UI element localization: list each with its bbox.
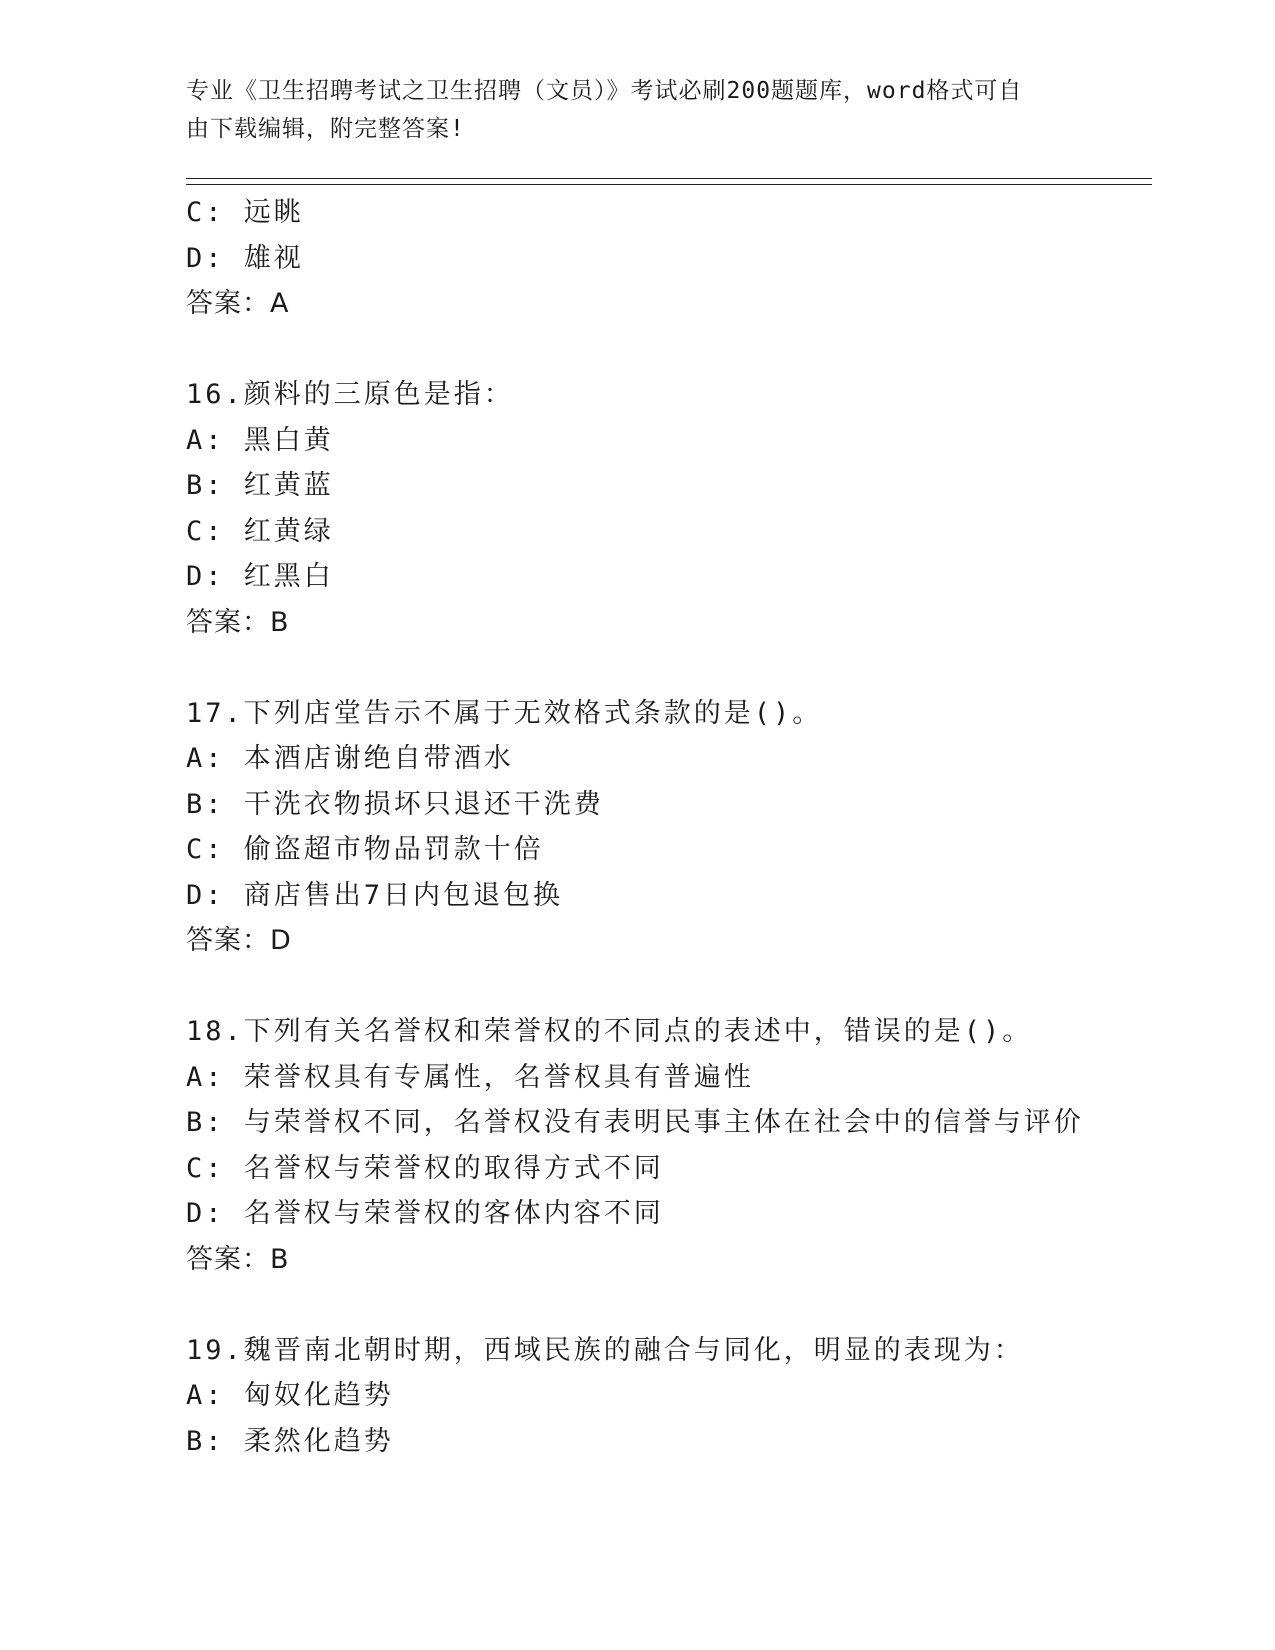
q17-question: 17.下列店堂告示不属于无效格式条款的是()。	[186, 697, 823, 729]
q19-question: 19.魏晋南北朝时期，西域民族的融合与同化，明显的表现为：	[186, 1334, 1024, 1366]
q18-question: 18.下列有关名誉权和荣誉权的不同点的表述中，错误的是()。	[186, 1016, 1033, 1047]
q17-option-a: A: 本酒店谢绝自带酒水	[186, 743, 514, 774]
header-line-2: 由下载编辑，附完整答案!	[186, 116, 465, 142]
q15-option-c: C: 远眺	[186, 197, 304, 228]
q16-option-a: A: 黑白黄	[186, 424, 334, 456]
q15-answer: 答案：A	[186, 288, 290, 319]
q16-question: 16.颜料的三原色是指：	[186, 379, 514, 410]
q18-option-b: B: 与荣誉权不同，名誉权没有表明民事主体在社会中的信誉与评价	[186, 1107, 1084, 1138]
question-list	[186, 190, 1166, 1464]
document-header	[186, 72, 1066, 148]
spacer	[186, 645, 1166, 691]
spacer	[186, 327, 1166, 373]
q17-answer: 答案：D	[186, 925, 292, 956]
question-17	[186, 691, 1166, 964]
q17-option-c: C: 偷盗超市物品罚款十倍	[186, 834, 544, 865]
question-18	[186, 1009, 1166, 1282]
question-19	[186, 1328, 1166, 1465]
q19-option-b: B: 柔然化趋势	[186, 1425, 394, 1457]
q18-answer: 答案：B	[186, 1243, 290, 1275]
q15-option-d: D: 雄视	[186, 242, 304, 274]
q18-option-d: D: 名誉权与荣誉权的客体内容不同	[186, 1198, 664, 1229]
header-divider-top	[186, 178, 1152, 179]
q17-option-d: D: 商店售出7日内包退包换	[186, 879, 564, 911]
spacer	[186, 964, 1166, 1010]
header-line-1: 专业《卫生招聘考试之卫生招聘（文员）》考试必刷200题题库，word格式可自	[186, 78, 1023, 104]
q16-answer: 答案：B	[186, 606, 290, 638]
q19-option-a: A: 匈奴化趋势	[186, 1380, 394, 1411]
header-divider-bottom	[186, 184, 1152, 185]
q16-option-c: C: 红黄绿	[186, 515, 334, 547]
q16-option-d: D: 红黑白	[186, 561, 334, 592]
question-16	[186, 372, 1166, 645]
q18-option-c: C: 名誉权与荣誉权的取得方式不同	[186, 1152, 664, 1184]
question-15-remainder	[186, 190, 1166, 327]
spacer	[186, 1282, 1166, 1328]
q18-option-a: A: 荣誉权具有专属性，名誉权具有普遍性	[186, 1061, 754, 1093]
q16-option-b: B: 红黄蓝	[186, 470, 334, 501]
q17-option-b: B: 干洗衣物损坏只退还干洗费	[186, 788, 604, 820]
